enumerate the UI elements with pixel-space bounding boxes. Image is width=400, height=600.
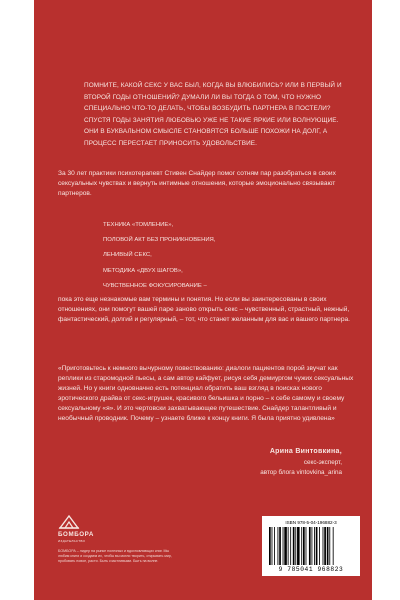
- publisher-subtitle: ИЗДАТЕЛЬСТВО: [58, 539, 86, 543]
- review-quote: «Приготовьтесь к немного вычурному повествованию: диалоги пациентов порой звучат как реплики из старомодной пьесы, а сам автор кайфует, рисуя себя демиургом чужих сексуальных жизней. Но у книги одновначно есть потенциал обратить ваш взгляд в поисках нового эротического драйва от секс-игрушек, красивого бельишка и порно – к себе самому и своему сексуальному «я». И это чертовски захватывающее путешествие. Снайдер талантливый и необычный проводник. Почему – узнаете ближе к концу книги. Я была приятно удивлена»: [58, 365, 354, 423]
- intro-text: ПОМНИТЕ, КАКОЙ СЕКС У ВАС БЫЛ, КОГДА ВЫ ВЛЮБИЛИСЬ? ИЛИ В ПЕРВЫЙ И ВТОРОЙ ГОДЫ ОТНОШЕНИЙ? ДУМАЛИ ЛИ ВЫ ТОГДА О ТОМ, ЧТО НУЖНО СПЕЦИАЛЬНО ЧТО-ТО ДЕЛАТЬ, ЧТОБЫ ВОЗБУДИТЬ ПАРТНЕРА В ПОСТЕЛИ? СПУСТЯ ГОДЫ ЗАНЯТИЯ ЛЮБОВЬЮ УЖЕ НЕ ТАКИЕ ЯРКИЕ ИЛИ ВОЛНУЮЩИЕ. ОНИ В БУКВАЛЬНОМ СМЫСЛЕ СТАНОВЯТСЯ БОЛЬШЕ ПОХОЖИ НА ДОЛГ, А ПРОЦЕСС ПЕРЕСТАЕТ ПРИНОСИТЬ УДОВОЛЬСТВИЕ.: [84, 82, 342, 147]
- publisher-slogan: БОМБОРА – лидер на рынке полезных и вдохновляющих книг. Мы любим книги и создаем их, чтобы вы могли творить, открывать мир, пробовать новое, расти. Быть счастливыми. Быть на волне.: [58, 549, 172, 563]
- techniques-list: [103, 218, 343, 294]
- barcode-panel: [262, 516, 360, 576]
- paragraph-terms: пока это еще незнакомые вам термины и понятия. Но если вы заинтересованы в своих отношениях, они помогут вашей паре заново открыть секс – чувственный, страстный, нежный, фантастический, долгий и регулярный, – тот, что станет желанным для вас и вашего партнера.: [58, 296, 351, 324]
- signature-role: секс-эксперт,: [303, 459, 342, 466]
- isbn-label: ISBN 978-5-04-196882-3: [285, 520, 337, 525]
- barcode-number: 9 785041 968823: [278, 566, 344, 573]
- signature-blog: автор блога vintovkina_arina: [260, 469, 342, 476]
- quote-signature: [260, 446, 342, 478]
- back-cover: [34, 0, 372, 600]
- publisher-logo: [58, 515, 128, 543]
- technique-item: ЛЕНИВЫЙ СЕКС,: [103, 252, 152, 259]
- paragraph-practice: За 30 лет практики психотерапевт Стивен Снайдер помог сотням пар разобраться в своих сексуальных чувствах и вернуть интимные отношения, которые эмоционально связывают партнеров.: [58, 170, 336, 198]
- technique-item: МЕТОДИКА «ДВУХ ШАГОВ»,: [103, 267, 183, 274]
- technique-item: ТЕХНИКА «ТОМЛЕНИЕ»,: [103, 222, 174, 228]
- technique-item: ЧУВСТВЕННОЕ ФОКУСИРОВАНИЕ –: [103, 282, 207, 289]
- publisher-name: БОМБОРА: [58, 531, 94, 538]
- technique-item: ПОЛОВОЙ АКТ БЕЗ ПРОНИКНОВЕНИЯ,: [103, 237, 216, 244]
- barcode-icon: [268, 527, 354, 565]
- bombora-logo-icon: [58, 515, 80, 529]
- signature-name: Арина Винтовкина,: [269, 448, 342, 455]
